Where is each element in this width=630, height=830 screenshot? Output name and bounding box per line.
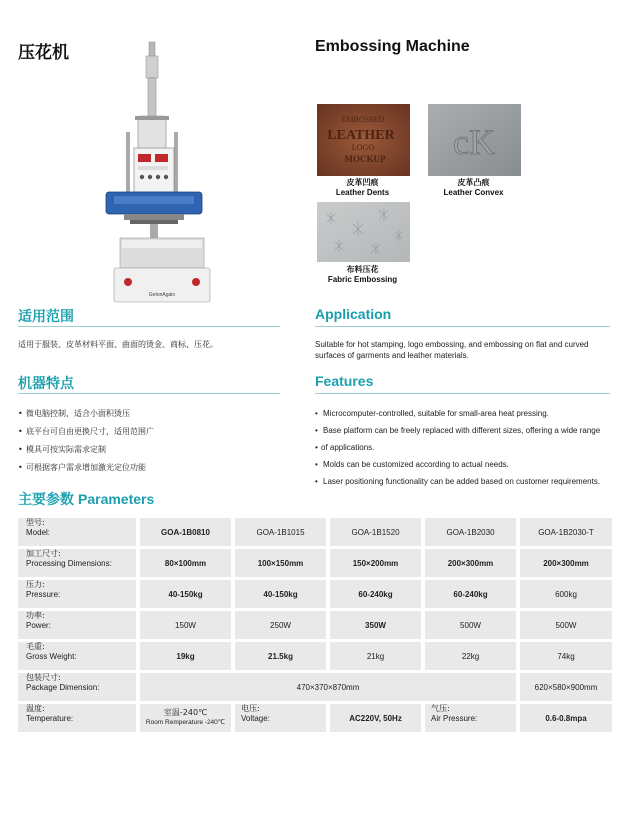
table-cell: 600kg bbox=[520, 580, 612, 608]
row-label: 功率: Power: bbox=[18, 611, 136, 639]
svg-text:LOGO: LOGO bbox=[351, 143, 375, 152]
table-cell: 100×150mm bbox=[235, 549, 326, 577]
application-text-cn: 适用于服装、皮革材料平面、曲面的烫金、商标、压花。 bbox=[18, 340, 218, 349]
table-cell: 19kg bbox=[140, 642, 231, 670]
divider bbox=[18, 326, 280, 327]
features-heading-cn: 机器特点 bbox=[18, 376, 74, 392]
parameters-heading: 主要参数 Parameters bbox=[18, 491, 155, 508]
table-cell: GOA-1B0810 bbox=[140, 518, 231, 546]
table-row bbox=[18, 642, 612, 670]
table-cell: GOA-1B2030-T bbox=[520, 518, 612, 546]
features-list-en bbox=[315, 405, 615, 490]
divider bbox=[18, 393, 280, 394]
table-row bbox=[18, 549, 612, 577]
table-row bbox=[18, 611, 612, 639]
divider bbox=[315, 326, 610, 327]
features-list-cn bbox=[18, 405, 288, 477]
application-text-en: Suitable for hot stamping, logo embossing, and embossing on flat and curved surfaces of garments and leather materials. bbox=[315, 340, 589, 360]
table-cell: 200×300mm bbox=[520, 549, 612, 577]
row-label: 温度: Temperature: bbox=[18, 704, 136, 732]
table-cell: 60-240kg bbox=[330, 580, 421, 608]
list-item: • Laser positioning functionality can be added based on customer requirements. bbox=[315, 473, 615, 490]
table-cell: 500W bbox=[520, 611, 612, 639]
table-cell: 40-150kg bbox=[140, 580, 231, 608]
table-cell: 150W bbox=[140, 611, 231, 639]
fabric-embossing-sample bbox=[317, 202, 410, 262]
list-item: • Microcomputer-controlled, suitable for small-area heat pressing. bbox=[315, 405, 615, 422]
list-item: • of applications. bbox=[315, 439, 615, 456]
application-heading-cn: 适用范围 bbox=[18, 309, 74, 325]
air-pressure-value: 0.6-0.8mpa bbox=[520, 704, 612, 732]
table-cell: 60-240kg bbox=[425, 580, 516, 608]
table-cell: 620×580×900mm bbox=[520, 673, 612, 701]
svg-text:cK: cK bbox=[453, 122, 495, 162]
row-label: 加工尺寸: Processing Dimensions: bbox=[18, 549, 136, 577]
page-title-cn: 压花机 bbox=[18, 43, 69, 63]
divider bbox=[315, 393, 610, 394]
table-cell: 150×200mm bbox=[330, 549, 421, 577]
table-cell: 470×370×870mm bbox=[140, 673, 516, 701]
application-heading-en: Application bbox=[315, 306, 392, 322]
svg-text:EMBOSSED: EMBOSSED bbox=[341, 115, 385, 124]
table-cell: 21kg bbox=[330, 642, 421, 670]
temperature-value: 室温-240℃ Room Remperature -240℃ bbox=[140, 704, 231, 732]
air-pressure-label: 气压: Air Pressure: bbox=[425, 704, 516, 732]
sample-caption-leather-convex: 皮革凸痕 Leather Convex bbox=[443, 178, 504, 197]
row-label: 包装尺寸: Package Dimension: bbox=[18, 673, 136, 701]
table-cell: 200×300mm bbox=[425, 549, 516, 577]
table-cell: GOA-1B1015 bbox=[235, 518, 326, 546]
table-cell: 80×100mm bbox=[140, 549, 231, 577]
table-row bbox=[18, 704, 612, 732]
table-cell: GOA-1B2030 bbox=[425, 518, 516, 546]
table-cell: 250W bbox=[235, 611, 326, 639]
machine-brand-label: GetonAgain bbox=[148, 292, 176, 298]
table-row bbox=[18, 673, 612, 701]
list-item: • 模具可按实际需求定制 bbox=[18, 441, 288, 459]
voltage-label: 电压: Voltage: bbox=[235, 704, 326, 732]
table-row bbox=[18, 518, 612, 546]
list-item: • 可根据客户需求增加激光定位功能 bbox=[18, 459, 288, 477]
svg-text:LEATHER: LEATHER bbox=[327, 128, 395, 143]
sample-caption-fabric-embossing: 布料压花 Fabric Embossing bbox=[327, 265, 398, 284]
embossing-machine-illustration bbox=[100, 40, 230, 305]
row-label: 型号: Model: bbox=[18, 518, 136, 546]
features-heading-en: Features bbox=[315, 373, 374, 389]
sample-caption-leather-dents: 皮革凹痕 Leather Dents bbox=[335, 178, 390, 197]
svg-text:MOCKUP: MOCKUP bbox=[344, 154, 386, 164]
list-item: • 微电脑控制，适合小面积烫压 bbox=[18, 405, 288, 423]
table-cell: 350W bbox=[330, 611, 421, 639]
table-row bbox=[18, 580, 612, 608]
voltage-value: AC220V, 50Hz bbox=[330, 704, 421, 732]
row-label: 压力: Pressure: bbox=[18, 580, 136, 608]
table-cell: 40-150kg bbox=[235, 580, 326, 608]
row-label: 毛重: Gross Weight: bbox=[18, 642, 136, 670]
list-item: • Base platform can be freely replaced with different sizes, offering a wide range bbox=[315, 422, 615, 439]
page-title-en: Embossing Machine bbox=[315, 38, 470, 55]
table-cell: 22kg bbox=[425, 642, 516, 670]
table-cell: 21.5kg bbox=[235, 642, 326, 670]
table-cell: 74kg bbox=[520, 642, 612, 670]
list-item: • 底平台可自由更换尺寸，适用范围广 bbox=[18, 423, 288, 441]
table-cell: GOA-1B1520 bbox=[330, 518, 421, 546]
table-cell: 500W bbox=[425, 611, 516, 639]
list-item: • Molds can be customized according to actual needs. bbox=[315, 456, 615, 473]
